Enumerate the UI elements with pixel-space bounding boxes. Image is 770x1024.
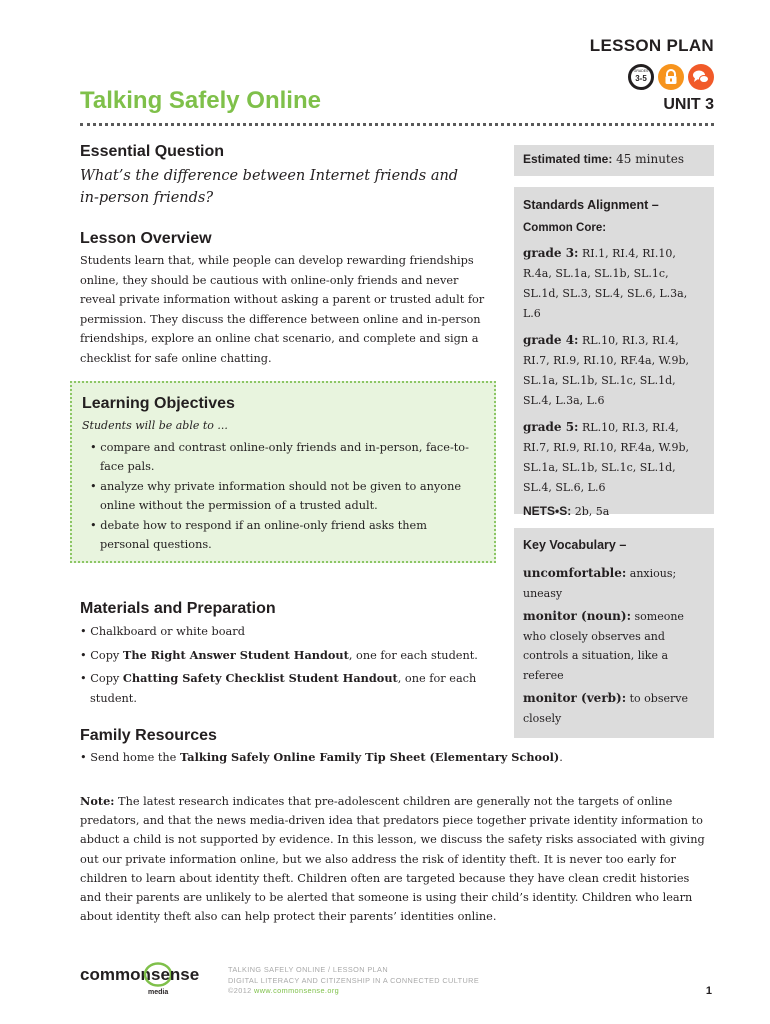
page-number: 1 bbox=[705, 985, 712, 997]
vocab-entry: monitor (noun): someone who closely observes and controls a situation, like a referee bbox=[523, 609, 684, 682]
material-item: • Chalkboard or white board bbox=[80, 625, 245, 638]
chat-bubbles-icon bbox=[688, 64, 714, 90]
handout-link: The Right Answer Student Handout bbox=[122, 647, 349, 662]
learning-objectives-box bbox=[70, 381, 496, 563]
vocab-entry: monitor (verb): to observe closely bbox=[523, 691, 688, 725]
grade-badge-icon bbox=[628, 64, 654, 90]
material-item: • Copy The Right Answer Student Handout, one for each student. bbox=[80, 647, 478, 662]
nets-standards: NETS•S: 2b, 5a bbox=[523, 504, 610, 518]
objective-item: • compare and contrast online-only friends and in-person, face-to-face pals. bbox=[90, 441, 469, 473]
common-core-label: Common Core: bbox=[523, 222, 607, 234]
tip-sheet-title: Talking Safely Online Family Tip Sheet (Elementary School) bbox=[179, 750, 560, 764]
standards-box bbox=[514, 187, 714, 518]
title-divider bbox=[80, 123, 714, 126]
estimated-time-label: Estimated time: bbox=[523, 152, 613, 166]
lesson-overview-heading: Lesson Overview bbox=[80, 230, 212, 247]
family-resources-heading: Family Resources bbox=[80, 727, 217, 744]
lesson-overview-text: Students learn that, while people can develop rewarding friendships online, they should be cautious with online-only friends and never reveal private information without asking a parent or trusted adult for permission. They discuss the difference between online and in-person friendships, explore an online chat scenario, and complete and sign a checklist for safe online chatting. bbox=[80, 254, 485, 365]
vocab-entry: uncomfortable: anxious; uneasy bbox=[523, 566, 677, 600]
footer-line-3: ©2012 www.commonsense.org bbox=[228, 986, 340, 995]
grade-5-standards: grade 5: RL.10, RI.3, RI.4, RI.7, RI.9, RI.10, RF.4a, W.9b, SL.1a, SL.1b, SL.1c, SL.1d, SL.4, SL.6, L.6 bbox=[523, 420, 690, 494]
footer-text bbox=[228, 965, 479, 997]
objective-item: • debate how to respond if an online-only friend asks them personal questions. bbox=[90, 519, 427, 551]
materials-list bbox=[80, 622, 490, 712]
lock-icon bbox=[658, 64, 684, 90]
family-resources-text: • Send home the Talking Safely Online Family Tip Sheet (Elementary School). bbox=[80, 750, 563, 764]
learning-objectives-intro: Students will be able to ... bbox=[82, 419, 228, 432]
common-sense-media-logo bbox=[80, 961, 216, 997]
learning-objectives-list bbox=[90, 439, 480, 556]
estimated-time-value: 45 minutes bbox=[612, 152, 685, 166]
footer-line-2: DIGITAL LITERACY AND CITIZENSHIP IN A CONNECTED CULTURE bbox=[228, 975, 480, 985]
materials-heading: Materials and Preparation bbox=[80, 600, 276, 617]
material-item: • Copy Chatting Safety Checklist Student Handout, one for each student. bbox=[80, 671, 477, 705]
vocabulary-box bbox=[514, 528, 714, 738]
logo-word-right: sense bbox=[151, 965, 200, 984]
doc-type-label: LESSON PLAN bbox=[589, 36, 714, 55]
logo-sub: media bbox=[148, 989, 169, 996]
grade-3-standards: grade 3: RI.1, RI.4, RI.10, R.4a, SL.1a, SL.1b, SL.1c, SL.1d, SL.3, SL.4, SL.6, L.3a, L.6 bbox=[523, 246, 688, 320]
footer-url-link[interactable]: www.commonsense.org bbox=[254, 986, 340, 995]
grade-range: 3-5 bbox=[635, 74, 647, 83]
essential-question-text: What’s the difference between Internet friends and in-person friends? bbox=[80, 168, 459, 206]
estimated-time-box bbox=[514, 145, 714, 176]
handout-link: Chatting Safety Checklist Student Handout bbox=[122, 671, 398, 686]
grade-4-standards: grade 4: RL.10, RI.3, RI.4, RI.7, RI.9, RI.10, RF.4a, W.9b, SL.1a, SL.1b, SL.1c, SL.1d, SL.4, L.3a, L.6 bbox=[523, 333, 690, 407]
grades-label: GRADES bbox=[633, 69, 649, 73]
topic-icons bbox=[628, 64, 714, 90]
objective-item: • analyze why private information should not be given to anyone online without the permission of a trusted adult. bbox=[90, 480, 462, 512]
learning-objectives-heading: Learning Objectives bbox=[82, 395, 235, 412]
note-paragraph: Note: The latest research indicates that pre-adolescent children are generally not the targets of online predators, and that the news media-driven idea that predators piece together private identity information to abduct a child is not supported by evidence. In this lesson, we discuss the safety risks associated with giving out our private information online, but we also address the risk of identity theft. It is never too early for children to learn about identity theft. Children often are targeted because they have clean credit histories and their parents are unlikely to be alerted that someone is using their child’s identity. Children who learn about identity theft also can help protect their parents’ identities online. bbox=[80, 794, 705, 924]
page-title: Talking Safely Online bbox=[80, 87, 321, 114]
essential-question-heading: Essential Question bbox=[80, 143, 225, 160]
logo-word-left: common bbox=[80, 965, 151, 984]
note-label: Note: bbox=[80, 794, 115, 808]
footer-line-1: TALKING SAFELY ONLINE / LESSON PLAN bbox=[228, 965, 388, 974]
standards-heading: Standards Alignment – bbox=[523, 198, 659, 212]
unit-label: UNIT 3 bbox=[663, 96, 714, 113]
vocabulary-heading: Key Vocabulary – bbox=[523, 538, 627, 552]
